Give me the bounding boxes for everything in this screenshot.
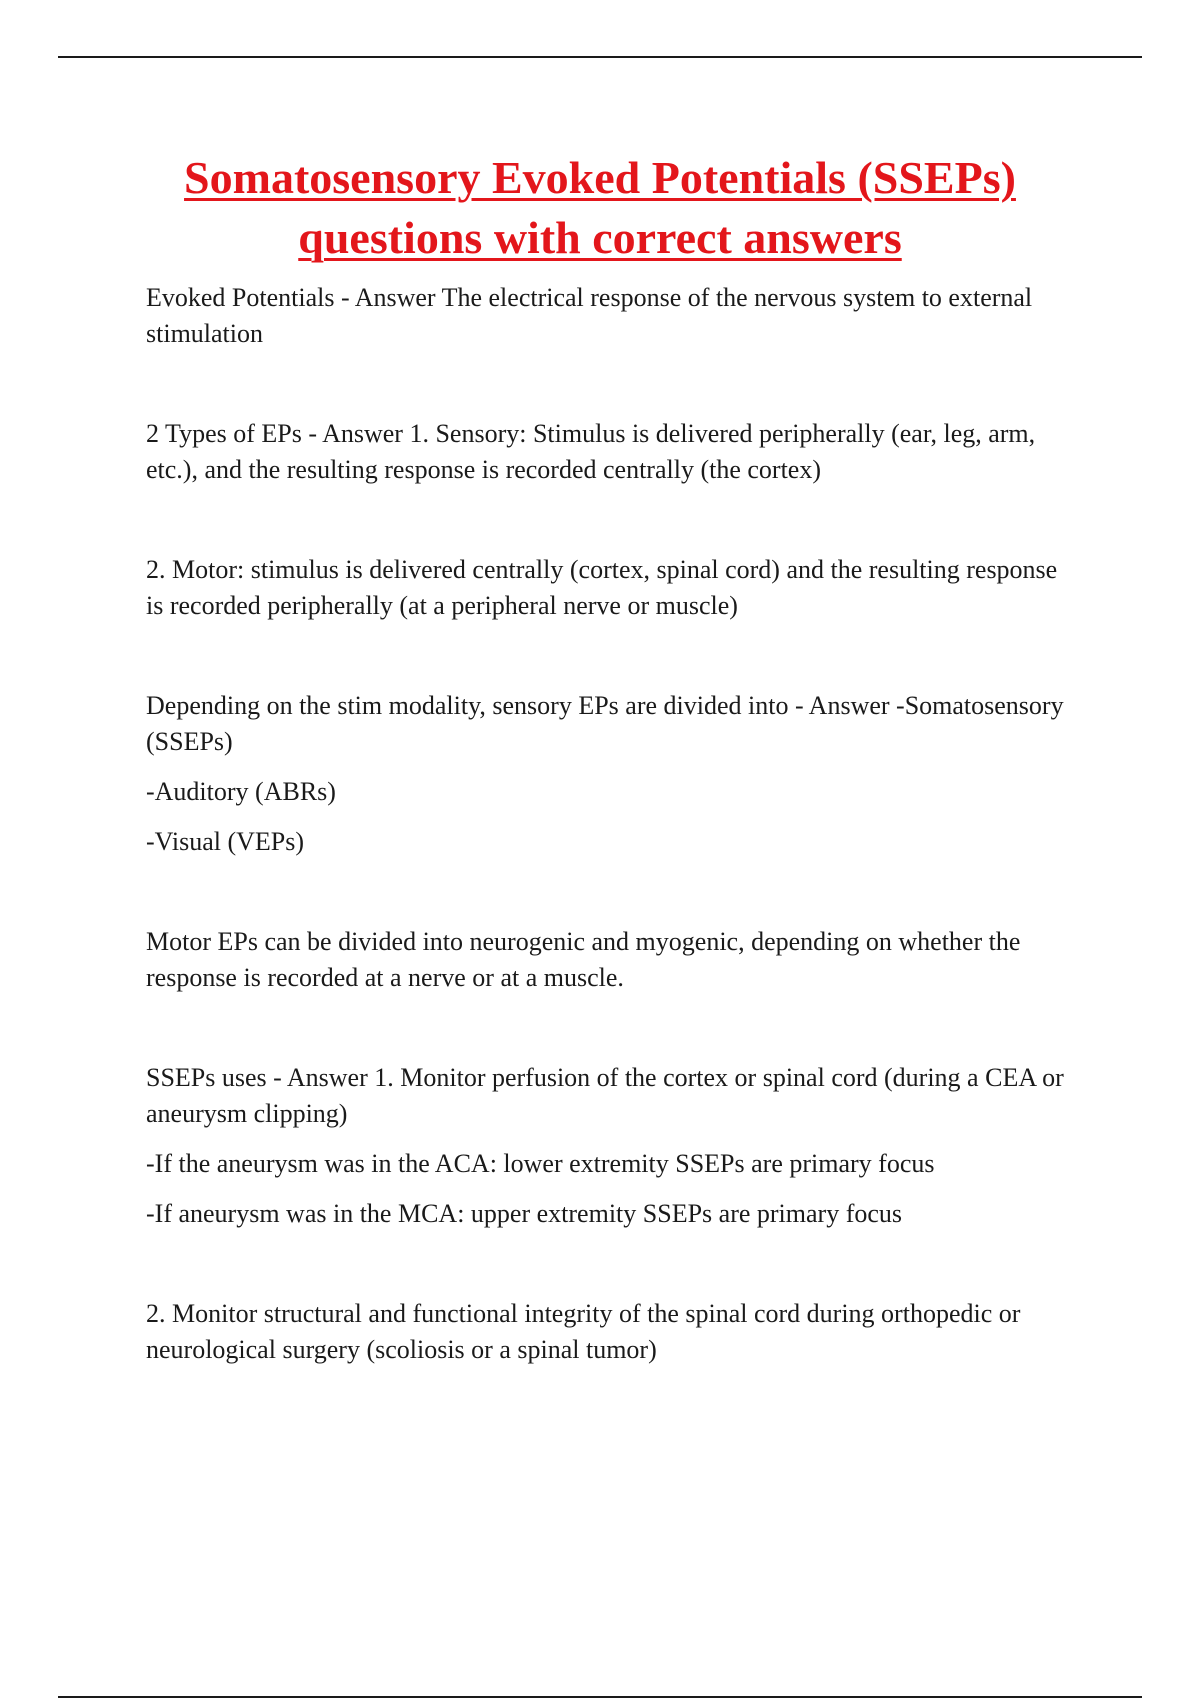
title-line-1: Somatosensory Evoked Potentials (SSEPs)	[184, 152, 1016, 203]
title-line-2: questions with correct answers	[298, 212, 902, 263]
entry-line: Evoked Potentials - Answer The electrical response of the nervous system to external stimulation	[146, 283, 1033, 348]
entry-line: SSEPs uses - Answer 1. Monitor perfusion of the cortex or spinal cord (during a CEA or aneurysm clipping)	[146, 1063, 1064, 1128]
entry-line: 2 Types of EPs - Answer 1. Sensory: Stimulus is delivered peripherally (ear, leg, arm, etc.), and the resulting response is recorded centrally (the cortex)	[146, 419, 1036, 484]
page-title	[100, 148, 1100, 268]
entry-line: -If aneurysm was in the MCA: upper extremity SSEPs are primary focus	[146, 1199, 903, 1228]
top-rule	[58, 56, 1142, 58]
entry-line: -If the aneurysm was in the ACA: lower extremity SSEPs are primary focus	[146, 1149, 935, 1178]
entry-line: -Visual (VEPs)	[146, 827, 305, 856]
qa-entry	[146, 1296, 1076, 1368]
qa-entry	[146, 552, 1076, 624]
qa-entry	[146, 688, 1076, 860]
entry-line: Motor EPs can be divided into neurogenic and myogenic, depending on whether the response is recorded at a nerve or at a muscle.	[146, 927, 1021, 992]
qa-entry	[146, 416, 1076, 488]
qa-entry	[146, 280, 1076, 352]
entry-line: -Auditory (ABRs)	[146, 777, 336, 806]
qa-entry	[146, 924, 1076, 996]
qa-list	[146, 280, 1076, 1368]
entry-line: Depending on the stim modality, sensory EPs are divided into - Answer -Somatosensory (SSEPs)	[146, 691, 1064, 756]
entry-line: 2. Motor: stimulus is delivered centrally (cortex, spinal cord) and the resulting response is recorded peripherally (at a peripheral nerve or muscle)	[146, 555, 1058, 620]
qa-entry	[146, 1060, 1076, 1232]
entry-line: 2. Monitor structural and functional integrity of the spinal cord during orthopedic or neurological surgery (scoliosis or a spinal tumor)	[146, 1299, 1021, 1364]
bottom-rule	[58, 1696, 1142, 1698]
